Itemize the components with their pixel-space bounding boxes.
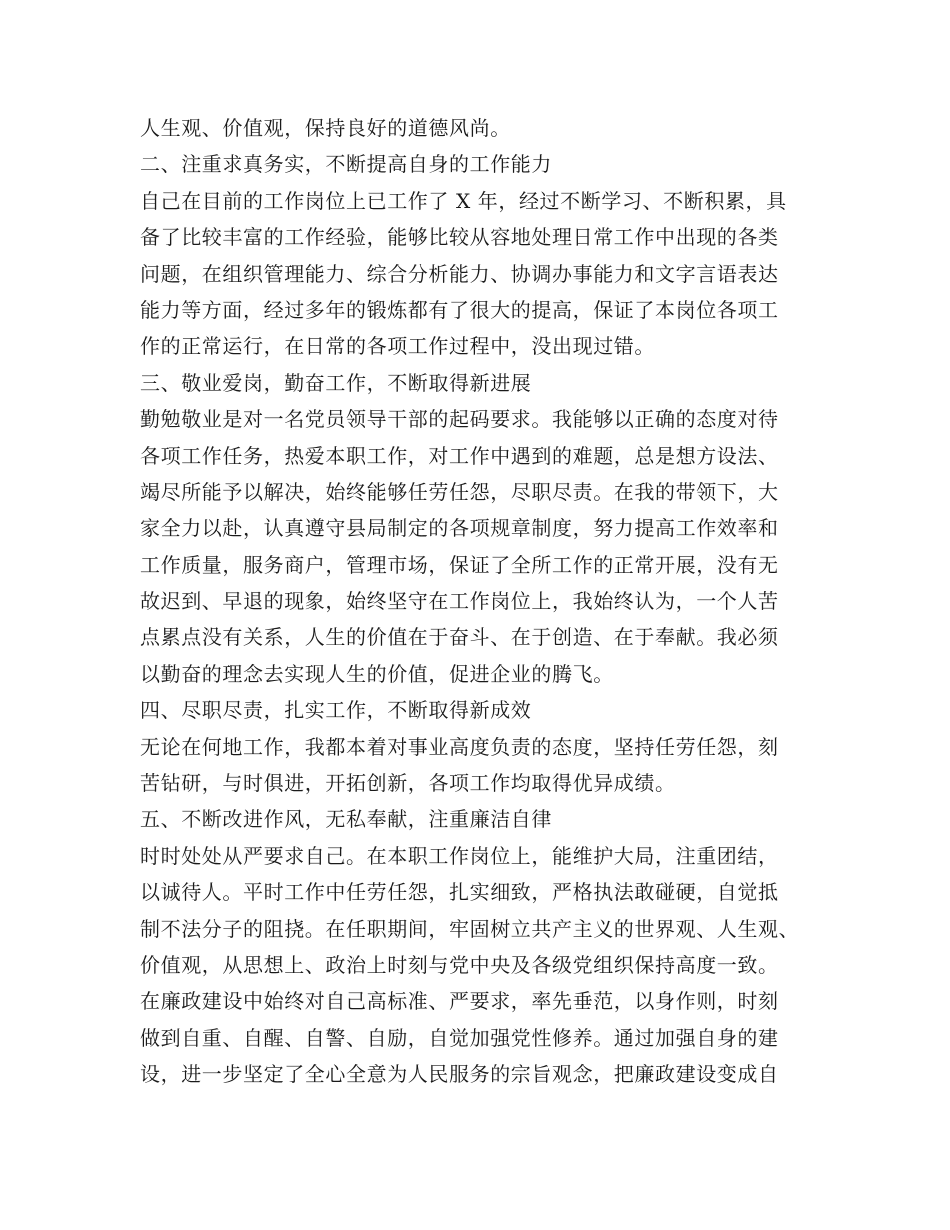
- text-line: 能力等方面，经过多年的锻炼都有了很大的提高，保证了本岗位各项工: [140, 297, 779, 322]
- text-line: 设，进一步坚定了全心全意为人民服务的宗旨观念，把廉政建设变成自: [140, 1062, 779, 1087]
- section-heading: 五、不断改进作风，无私奉献，注重廉洁自律: [140, 807, 552, 832]
- section-heading: 三、敬业爱岗，勤奋工作，不断取得新进展: [140, 370, 532, 395]
- text-line: 制不法分子的阻挠。在任职期间，牢固树立共产主义的世界观、人生观、: [140, 916, 800, 941]
- text-line: 问题，在组织管理能力、综合分析能力、协调办事能力和文字言语表达: [140, 261, 779, 286]
- section-heading: 二、注重求真务实，不断提高自身的工作能力: [140, 152, 552, 177]
- text-line: 竭尽所能予以解决，始终能够任劳任怨，尽职尽责。在我的带领下，大: [140, 479, 779, 504]
- text-line: 故迟到、早退的现象，始终坚守在工作岗位上，我始终认为，一个人苦: [140, 589, 779, 614]
- text-line: 自己在目前的工作岗位上已工作了 X 年，经过不断学习、不断积累，具: [140, 188, 787, 213]
- text-line: 家全力以赴，认真遵守县局制定的各项规章制度，努力提高工作效率和: [140, 516, 779, 541]
- text-line: 在廉政建设中始终对自己高标准、严要求，率先垂范，以身作则，时刻: [140, 989, 779, 1014]
- text-line: 人生观、价值观，保持良好的道德风尚。: [140, 116, 511, 140]
- text-line: 时时处处从严要求自己。在本职工作岗位上，能维护大局，注重团结，: [140, 843, 779, 868]
- text-line: 以诚待人。平时工作中任劳任怨，扎实细致，严格执法敢碰硬，自觉抵: [140, 880, 779, 905]
- text-line: 价值观，从思想上、政治上时刻与党中央及各级党组织保持高度一致。: [140, 952, 779, 977]
- document-body: [140, 110, 820, 1093]
- text-line: 点累点没有关系，人生的价值在于奋斗、在于创造、在于奉献。我必须: [140, 625, 779, 650]
- text-line: 作的正常运行，在日常的各项工作过程中，没出现过错。: [140, 334, 655, 359]
- text-line: 各项工作任务，热爱本职工作，对工作中遇到的难题，总是想方设法、: [140, 443, 779, 468]
- text-line: 工作质量，服务商户，管理市场，保证了全所工作的正常开展，没有无: [140, 552, 779, 577]
- text-line: 苦钻研，与时俱进，开拓创新，各项工作均取得优异成绩。: [140, 771, 676, 796]
- text-line: 无论在何地工作，我都本着对事业高度负责的态度，坚持任劳任怨，刻: [140, 734, 779, 759]
- text-line: 以勤奋的理念去实现人生的价值，促进企业的腾飞。: [140, 661, 614, 686]
- text-line: 备了比较丰富的工作经验，能够比较从容地处理日常工作中出现的各类: [140, 225, 779, 250]
- text-line: 勤勉敬业是对一名党员领导干部的起码要求。我能够以正确的态度对待: [140, 407, 779, 432]
- text-line: 做到自重、自醒、自警、自励，自觉加强党性修养。通过加强自身的建: [140, 1025, 779, 1050]
- section-heading: 四、尽职尽责，扎实工作，不断取得新成效: [140, 698, 532, 723]
